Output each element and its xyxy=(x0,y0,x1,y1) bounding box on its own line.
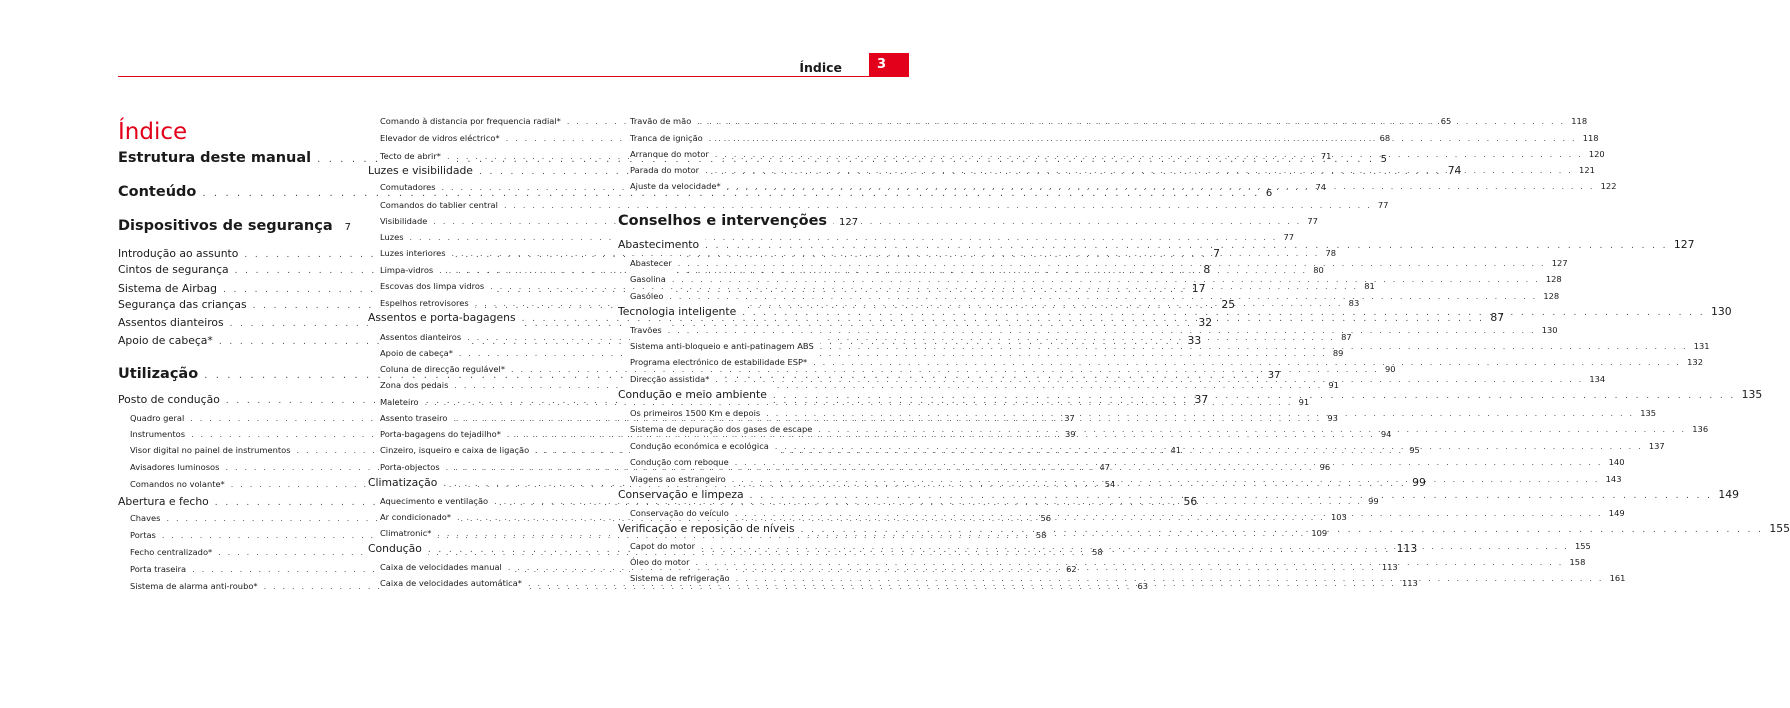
toc-entry-title: Escovas dos limpa vidros xyxy=(380,279,490,293)
toc-entry-page: 58 xyxy=(1092,547,1103,557)
toc-entry-page: 95 xyxy=(1409,445,1420,455)
toc-entry-title: Visor digital no painel de instrumentos xyxy=(130,443,297,457)
dot-leader xyxy=(801,522,1764,538)
toc-entry-title: Introdução ao assunto xyxy=(118,246,244,262)
toc-entry-page: 93 xyxy=(1327,413,1338,423)
toc-entry-page: 113 xyxy=(1396,542,1418,555)
toc-entry-title: Assento traseiro xyxy=(380,411,453,425)
toc-entry-page: 6 xyxy=(1265,188,1273,199)
toc-entry-title: Conselhos e intervenções xyxy=(618,211,833,231)
toc-entry-page: 63 xyxy=(1137,581,1149,591)
toc-entry-page: 74 xyxy=(1447,164,1462,177)
toc-entry-title: Viagens ao estrangeiro xyxy=(630,472,732,486)
toc-entry-page: 41 xyxy=(1170,445,1182,455)
toc-entry-page: 62 xyxy=(1066,564,1077,574)
toc-entry-page: 127 xyxy=(839,217,859,228)
dot-leader xyxy=(773,388,1736,404)
toc-entry-title: Sistema de alarma anti-roubo* xyxy=(130,579,264,593)
toc-entry-title: Utilização xyxy=(118,364,204,384)
toc-entry-page: 135 xyxy=(1640,408,1657,418)
toc-entry-title: Gasóleo xyxy=(630,289,669,303)
toc-entry-page: 113 xyxy=(1401,578,1418,588)
toc-entry-page: 71 xyxy=(1320,151,1332,161)
toc-entry-page: 47 xyxy=(1099,462,1110,472)
toc-entry-page: 96 xyxy=(1319,462,1331,472)
toc-entry-page: 137 xyxy=(1648,441,1665,451)
toc-entry-page: 94 xyxy=(1380,429,1392,439)
toc-entry-page: 78 xyxy=(1325,248,1337,258)
toc-entry-page: 56 xyxy=(1183,495,1198,508)
toc-entry-title: Caixa de velocidades manual xyxy=(380,560,508,574)
toc-entry-title: Luzes e visibilidade xyxy=(368,163,479,179)
toc-entry-page: 130 xyxy=(1541,325,1558,335)
toc-entry-page: 89 xyxy=(1332,348,1344,358)
toc-entry-title: Fecho centralizado* xyxy=(130,545,218,559)
toc-entry-page: 25 xyxy=(1221,298,1236,311)
toc-entry-title: Segurança das crianças xyxy=(118,297,253,313)
dot-leader xyxy=(668,324,1536,338)
toc-entry-page: 155 xyxy=(1574,541,1591,551)
toc-entry-page: 54 xyxy=(1104,479,1116,489)
toc-entry-title: Aquecimento e ventilação xyxy=(380,494,494,508)
page-number-badge xyxy=(869,53,909,76)
toc-entry-title: Coluna de direcção regulável* xyxy=(380,362,511,376)
dot-leader xyxy=(433,215,1301,229)
toc-entry-title: Comandos no volante* xyxy=(130,477,231,491)
toc-entry-page: 140 xyxy=(1608,457,1625,467)
toc-entry-page: 58 xyxy=(1035,530,1047,540)
toc-entry-title: Avisadores luminosos xyxy=(130,460,225,474)
toc-entry-title: Direcção assistida* xyxy=(630,372,715,386)
toc-entry-page: 77 xyxy=(1283,232,1295,242)
toc-entry-page: 130 xyxy=(1710,305,1732,318)
toc-entry-title: Comutadores xyxy=(380,180,442,194)
toc-entry-title: Arranque do motor xyxy=(630,147,715,161)
toc-entry-comandos-do-tablier-central[interactable] xyxy=(380,198,1389,212)
toc-entry-title: Os primeiros 1500 Km e depois xyxy=(630,406,766,420)
dot-leader xyxy=(672,273,1540,287)
dot-leader xyxy=(766,407,1634,421)
toc-entry-page: 8 xyxy=(1203,263,1211,276)
dot-leader xyxy=(742,305,1705,321)
toc-entry-title: Dispositivos de segurança xyxy=(118,216,339,236)
toc-entry-page: 143 xyxy=(1605,474,1622,484)
toc-entry-page: 109 xyxy=(1311,528,1328,538)
toc-entry-page: 81 xyxy=(1364,281,1375,291)
toc-entry-title: Condução xyxy=(368,541,428,557)
toc-entry-title: Elevador de vidros eléctrico* xyxy=(380,131,506,145)
toc-entry-title: Caixa de velocidades automática* xyxy=(380,576,528,590)
toc-entry-page: 118 xyxy=(1571,116,1588,126)
toc-entry-title: Assentos dianteiros xyxy=(118,315,230,331)
header-rule xyxy=(118,76,909,77)
toc-entry-page: 33 xyxy=(1187,334,1202,347)
dot-leader xyxy=(735,507,1603,521)
toc-entry-title: Programa electrónico de estabilidade ESP* xyxy=(630,355,813,369)
toc-entry-title: Conservação do veículo xyxy=(630,506,735,520)
toc-entry-page: 65 xyxy=(1440,116,1452,126)
toc-entry-luzes-interiores[interactable] xyxy=(380,246,1337,260)
toc-entry-title: Porta traseira xyxy=(130,562,192,576)
toc-entry-page: 121 xyxy=(1579,165,1595,175)
toc-entry-title: Visibilidade xyxy=(380,214,433,228)
toc-entry-title: Instrumentos xyxy=(130,427,191,441)
toc-entry-title: Travões xyxy=(630,323,668,337)
toc-entry-title: Luzes interiores xyxy=(380,246,452,260)
toc-entry-page: 17 xyxy=(1191,282,1206,295)
toc-entry-title: Assentos dianteiros xyxy=(380,330,467,344)
dot-leader xyxy=(701,540,1569,554)
toc-entry-title: Ajuste da velocidade* xyxy=(630,179,727,193)
toc-entry-title: Luzes xyxy=(380,230,410,244)
toc-entry-page: 99 xyxy=(1412,476,1426,489)
toc-entry-page: 135 xyxy=(1741,388,1763,401)
toc-entry-title: Sistema anti-bloqueio e anti-patinagem ABS xyxy=(630,339,820,353)
toc-entry-title: Condução e meio ambiente xyxy=(618,387,773,403)
toc-entry-page: 128 xyxy=(1545,274,1562,284)
toc-entry-title: Condução com reboque xyxy=(630,455,735,469)
toc-entry-page: 103 xyxy=(1330,512,1347,522)
toc-entry-title: Condução económica e ecológica xyxy=(630,439,775,453)
page-number: 3 xyxy=(877,57,887,72)
dot-leader xyxy=(709,132,1577,146)
toc-entry-page: 128 xyxy=(1543,291,1560,301)
toc-entry-luzes[interactable] xyxy=(380,230,1295,244)
toc-entry-title: Comandos do tablier central xyxy=(380,198,504,212)
dot-leader xyxy=(727,180,1595,194)
dot-leader xyxy=(697,115,1565,129)
toc-entry-title: Abastecer xyxy=(630,256,678,270)
toc-entry-title: Tranca de ignição xyxy=(630,131,709,145)
toc-entry-title: Porta-bagagens do tejadilho* xyxy=(380,427,507,441)
toc-entry-title: Sistema de refrigeração xyxy=(630,571,736,585)
toc-entry-page: 90 xyxy=(1384,364,1396,374)
toc-entry-page: 80 xyxy=(1313,265,1324,275)
toc-entry-title: Gasolina xyxy=(630,272,672,286)
header-title: Índice xyxy=(799,60,842,75)
toc-entry-title: Abertura e fecho xyxy=(118,494,215,510)
toc-entry-page: 127 xyxy=(1673,238,1695,251)
dot-leader xyxy=(705,164,1573,178)
toc-entry-page: 5 xyxy=(1380,154,1388,165)
toc-entry-title: Cintos de segurança xyxy=(118,262,235,278)
dot-leader xyxy=(818,423,1686,437)
toc-entry-page: 158 xyxy=(1569,557,1586,567)
toc-entry-page: 77 xyxy=(1307,216,1318,226)
toc-entry-page: 122 xyxy=(1600,181,1617,191)
toc-entry-title: Climatronic* xyxy=(380,526,437,540)
toc-entry-page: 99 xyxy=(1368,496,1379,506)
toc-entry-page: 134 xyxy=(1589,374,1606,384)
toc-entry-title: Climatização xyxy=(368,475,443,491)
toc-entry-title: Capot do motor xyxy=(630,539,701,553)
page-title: Índice xyxy=(118,119,188,145)
toc-entry-page: 120 xyxy=(1588,149,1605,159)
toc-entry-page: 37 xyxy=(1194,393,1209,406)
toc-entry-title: Comando à distancia por frequencia radial* xyxy=(380,114,567,128)
toc-entry-title: Conteúdo xyxy=(118,182,202,202)
toc-entry-page: 87 xyxy=(1341,332,1352,342)
toc-entry-page: 32 xyxy=(1198,316,1213,329)
toc-entry-page: 91 xyxy=(1298,397,1310,407)
toc-entry-title: Espelhos retrovisores xyxy=(380,296,475,310)
toc-entry-dispositivos-de-seguranca[interactable] xyxy=(118,216,352,236)
dot-leader xyxy=(705,238,1668,254)
toc-entry-title: Limpa-vidros xyxy=(380,263,439,277)
dot-leader xyxy=(820,340,1688,354)
toc-entry-title: Posto de condução xyxy=(118,392,226,408)
toc-entry-title: Apoio de cabeça* xyxy=(118,333,219,349)
toc-entry-page: 91 xyxy=(1328,380,1339,390)
dot-leader xyxy=(750,488,1713,504)
toc-entry-page: 37 xyxy=(1267,370,1281,381)
toc-entry-page: 149 xyxy=(1608,508,1625,518)
dot-leader xyxy=(736,572,1604,586)
toc-entry-title: Tecnologia inteligente xyxy=(618,304,742,320)
toc-entry-title: Parada do motor xyxy=(630,163,705,177)
dot-leader xyxy=(775,440,1643,454)
toc-entry-page: 131 xyxy=(1693,341,1710,351)
toc-entry-page: 77 xyxy=(1377,200,1389,210)
toc-entry-title: Tecto de abrir* xyxy=(380,149,447,163)
toc-entry-page: 132 xyxy=(1687,357,1703,367)
toc-entry-title: Apoio de cabeça* xyxy=(380,346,459,360)
dot-leader xyxy=(715,373,1583,387)
toc-entry-title: Zona dos pedais xyxy=(380,378,454,392)
dot-leader xyxy=(813,356,1681,370)
toc-entry-page: 118 xyxy=(1582,133,1599,143)
toc-entry-page: 149 xyxy=(1718,488,1740,501)
toc-entry-page: 37 xyxy=(1064,413,1075,423)
dot-leader xyxy=(732,473,1600,487)
toc-entry-title: Chaves xyxy=(130,511,166,525)
toc-entry-title: Travão de mão xyxy=(630,114,697,128)
toc-entry-title: Sistema de Airbag xyxy=(118,281,223,297)
toc-entry-title: Quadro geral xyxy=(130,411,190,425)
toc-entry-title: Verificação e reposição de níveis xyxy=(618,521,801,537)
toc-entry-title: Conservação e limpeza xyxy=(618,487,750,503)
toc-entry-page: 113 xyxy=(1381,562,1398,572)
toc-entry-page: 136 xyxy=(1692,424,1709,434)
toc-entry-title: Estrutura deste manual xyxy=(118,148,317,168)
toc-entry-page: 7 xyxy=(1213,247,1221,260)
toc-entry-page: 87 xyxy=(1490,311,1505,324)
dot-leader xyxy=(669,290,1537,304)
toc-entry-page: 56 xyxy=(1040,513,1052,523)
toc-entry-page: 155 xyxy=(1769,522,1790,535)
toc-entry-title: Assentos e porta-bagagens xyxy=(368,310,522,326)
dot-leader xyxy=(735,456,1603,470)
toc-entry-page: 39 xyxy=(1065,429,1076,439)
toc-entry-page: 68 xyxy=(1379,133,1391,143)
toc-entry-title: Óleo do motor xyxy=(630,555,696,569)
toc-entry-title: Cinzeiro, isqueiro e caixa de ligação xyxy=(380,443,535,457)
toc-entry-title: Ar condicionado* xyxy=(380,510,457,524)
dot-leader xyxy=(696,556,1564,570)
toc-entry-title: Portas xyxy=(130,528,162,542)
toc-entry-page: 74 xyxy=(1315,182,1327,192)
toc-entry-page: 161 xyxy=(1609,573,1626,583)
toc-entry-title: Maleteiro xyxy=(380,395,425,409)
dot-leader xyxy=(678,257,1546,271)
toc-entry-title: Abastecimento xyxy=(618,237,705,253)
toc-entry-page: 127 xyxy=(1551,258,1568,268)
toc-entry-page: 7 xyxy=(344,222,352,233)
dot-leader xyxy=(715,148,1583,162)
toc-entry-page: 83 xyxy=(1348,298,1360,308)
toc-entry-title: Sistema de depuração dos gases de escape xyxy=(630,422,818,436)
toc-entry-title: Porta-objectos xyxy=(380,460,446,474)
toc-entry-conselhos-e-intervencoes[interactable] xyxy=(618,211,859,231)
